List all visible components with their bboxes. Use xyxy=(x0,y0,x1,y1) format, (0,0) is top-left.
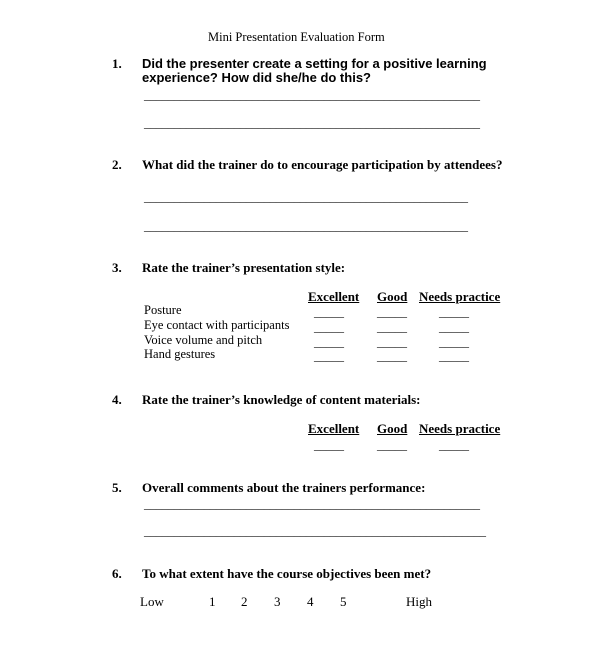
scale-point-2[interactable]: 2 xyxy=(241,594,248,609)
question-1-text-line1: Did the presenter create a setting for a positive learning xyxy=(142,56,487,71)
rating-blank[interactable]: _____ xyxy=(377,349,407,363)
question-5-text: Overall comments about the trainers performance: xyxy=(142,480,426,495)
answer-line[interactable]: ________________________________________________________ xyxy=(144,497,480,511)
rating-blank[interactable]: _____ xyxy=(314,305,344,319)
rating-blank[interactable]: _____ xyxy=(314,320,344,334)
question-3-text: Rate the trainer’s presentation style: xyxy=(142,260,346,275)
header-needs-practice: Needs practice xyxy=(419,289,501,304)
rating-blank[interactable]: _____ xyxy=(314,438,344,452)
header-good: Good xyxy=(377,421,408,436)
question-2-number: 2. xyxy=(112,157,122,172)
rating-blank[interactable]: _____ xyxy=(314,349,344,363)
question-3-number: 3. xyxy=(112,260,122,275)
style-item-eye-contact: Eye contact with participants xyxy=(144,318,290,332)
scale-point-5[interactable]: 5 xyxy=(340,594,347,609)
rating-blank[interactable]: _____ xyxy=(377,438,407,452)
rating-blank[interactable]: _____ xyxy=(377,320,407,334)
rating-blank[interactable]: _____ xyxy=(439,305,469,319)
style-item-voice: Voice volume and pitch xyxy=(144,333,263,347)
scale-point-1[interactable]: 1 xyxy=(209,594,216,609)
answer-line[interactable]: _________________________________________________________ xyxy=(144,524,486,538)
header-needs-practice: Needs practice xyxy=(419,421,501,436)
rating-blank[interactable]: _____ xyxy=(439,438,469,452)
question-1-number: 1. xyxy=(112,56,122,71)
scale-point-3[interactable]: 3 xyxy=(274,594,281,609)
rating-blank[interactable]: _____ xyxy=(439,349,469,363)
question-2-text: What did the trainer do to encourage participation by attendees? xyxy=(142,157,503,172)
header-excellent: Excellent xyxy=(308,421,360,436)
scale-low-label: Low xyxy=(140,594,164,609)
scale-point-4[interactable]: 4 xyxy=(307,594,314,609)
rating-blank[interactable]: _____ xyxy=(439,335,469,349)
answer-line[interactable]: ______________________________________________________ xyxy=(144,190,468,204)
rating-blank[interactable]: _____ xyxy=(439,320,469,334)
rating-blank[interactable]: _____ xyxy=(377,305,407,319)
question-4-number: 4. xyxy=(112,392,122,407)
question-6-text: To what extent have the course objectives been met? xyxy=(142,566,432,581)
answer-line[interactable]: ______________________________________________________ xyxy=(144,219,468,233)
rating-blank[interactable]: _____ xyxy=(314,335,344,349)
style-item-posture: Posture xyxy=(144,303,182,317)
question-4-text: Rate the trainer’s knowledge of content materials: xyxy=(142,392,421,407)
form-title: Mini Presentation Evaluation Form xyxy=(208,30,385,44)
question-5-number: 5. xyxy=(112,480,122,495)
header-excellent: Excellent xyxy=(308,289,360,304)
rating-blank[interactable]: _____ xyxy=(377,335,407,349)
scale-high-label: High xyxy=(406,594,432,609)
answer-line[interactable]: ________________________________________________________ xyxy=(144,88,480,102)
style-item-hand-gestures: Hand gestures xyxy=(144,347,216,361)
question-6-number: 6. xyxy=(112,566,122,581)
answer-line[interactable]: ________________________________________________________ xyxy=(144,116,480,130)
header-good: Good xyxy=(377,289,408,304)
question-1-text-line2: experience? How did she/he do this? xyxy=(142,70,371,85)
